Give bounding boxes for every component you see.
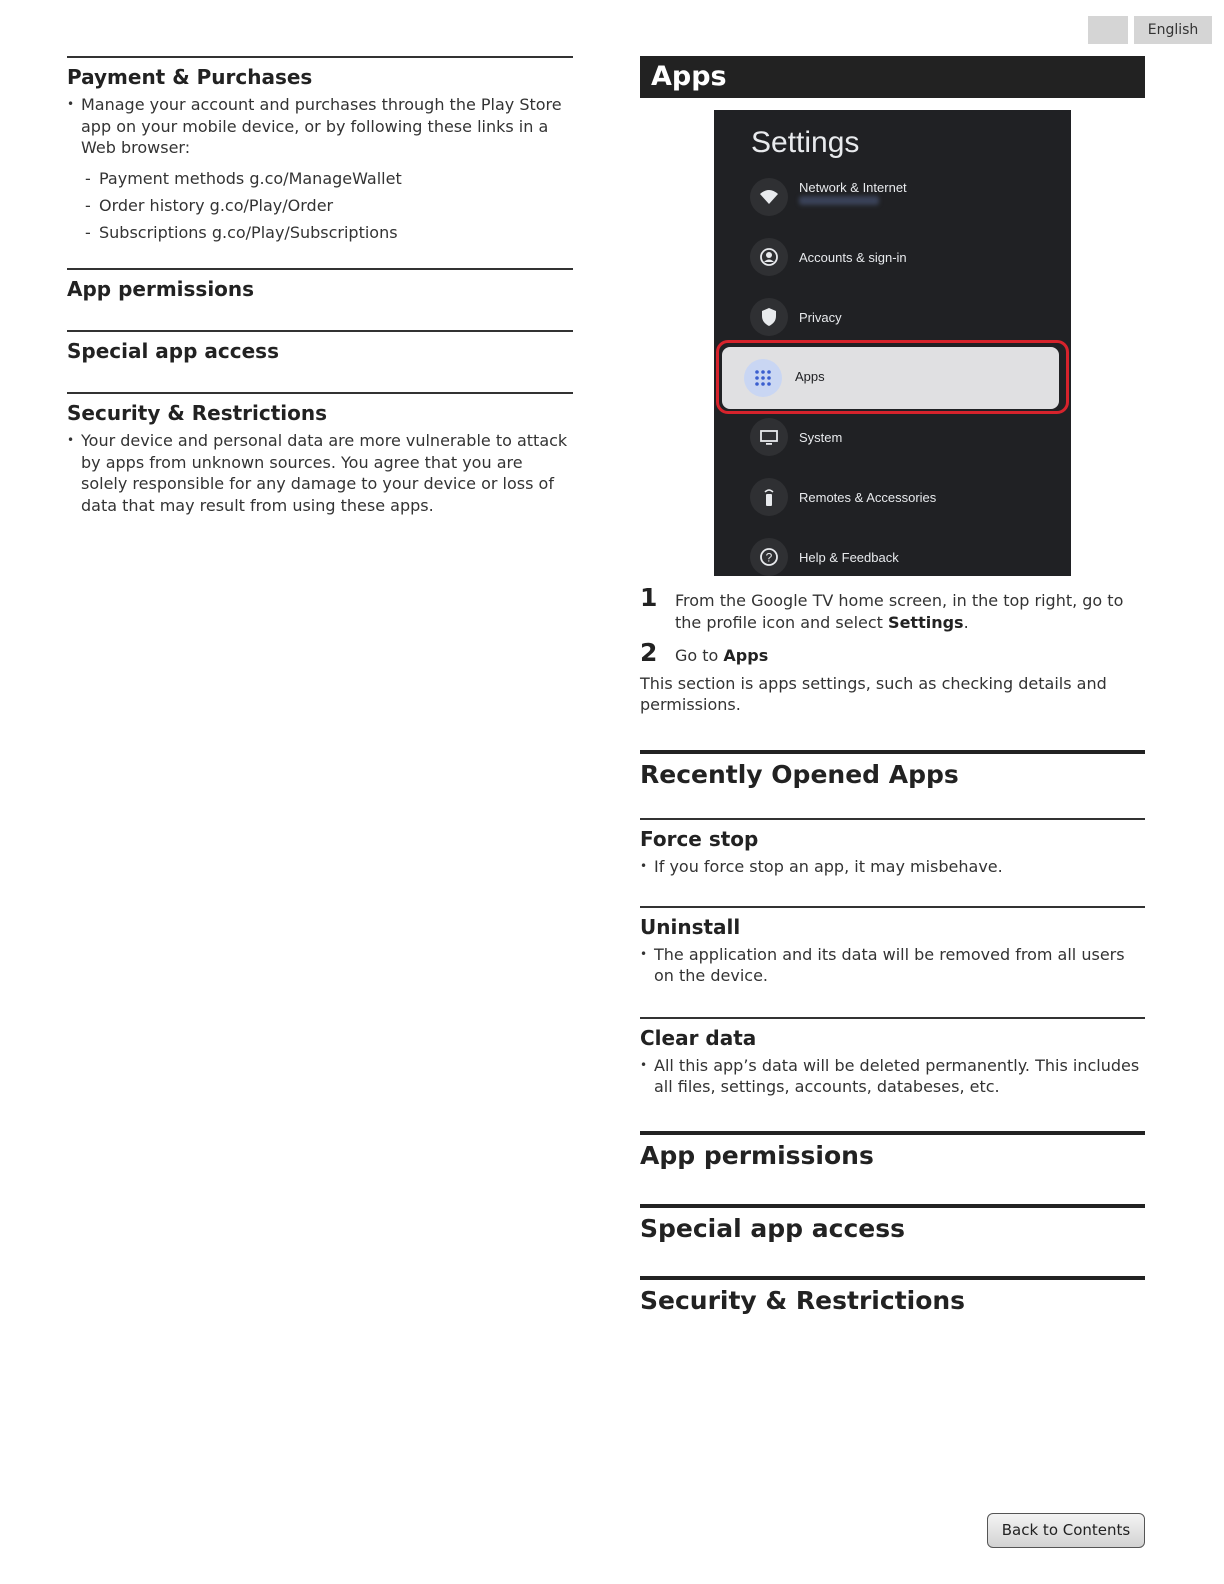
- app-permissions-right-heading: App permissions: [640, 1140, 874, 1170]
- steps-block: [640, 583, 1145, 1316]
- special-access-right-heading: Special app access: [640, 1213, 905, 1243]
- network-name-blurred: [799, 196, 879, 205]
- shield-icon: [750, 298, 788, 336]
- app-permissions-right-section: [640, 1131, 1145, 1204]
- tv-settings-screenshot: Settings Network & Internet Accounts & sign-in Privacy Apps System Remotes & Accessories ? Help & Feedback: [714, 110, 1071, 576]
- recent-apps-heading: Recently Opened Apps: [640, 759, 959, 789]
- recent-apps-section: [640, 750, 1145, 818]
- force-stop-heading: Force stop: [640, 826, 759, 851]
- tv-settings-title: Settings: [751, 126, 860, 159]
- remote-icon: [750, 478, 788, 516]
- svg-text:?: ?: [765, 550, 773, 565]
- payment-section: [67, 56, 573, 268]
- security-heading: Security & Restrictions: [67, 401, 328, 425]
- special-access-section: [67, 330, 573, 392]
- security-section: [67, 392, 573, 516]
- left-column: [67, 56, 573, 516]
- clear-data-section: [640, 1017, 1145, 1131]
- wifi-icon: [750, 178, 788, 216]
- page-tab-blank: [1088, 16, 1128, 44]
- force-stop-section: [640, 818, 1145, 906]
- help-icon: [750, 538, 788, 576]
- right-column: [640, 56, 1145, 98]
- tv-icon: [750, 418, 788, 456]
- security-right-heading: Security & Restrictions: [640, 1285, 966, 1315]
- back-to-contents-button[interactable]: Back to Contents: [987, 1513, 1145, 1548]
- step-2: 2 Go to Apps: [640, 638, 769, 667]
- apps-intro-text: This section is apps settings, such as checking details and permissions.: [640, 673, 1107, 714]
- clear-data-bullet: • All this app’s data will be deleted permanently. This includes all files, settings, accounts, databeses, etc.: [640, 1055, 1145, 1098]
- tv-item-apps-label: Apps: [795, 369, 825, 384]
- payment-link-subscriptions[interactable]: - Subscriptions g.co/Play/Subscriptions: [67, 219, 573, 246]
- force-stop-bullet: • If you force stop an app, it may misbehave.: [640, 856, 1145, 878]
- payment-bullet: • Manage your account and purchases through the Play Store app on your mobile device, or by following these links in a Web browser:: [67, 94, 573, 159]
- clear-data-heading: Clear data: [640, 1025, 757, 1050]
- payment-link-methods[interactable]: - Payment methods g.co/ManageWallet: [67, 165, 573, 192]
- step-1-number: 1: [640, 583, 658, 612]
- step-2-number: 2: [640, 638, 658, 667]
- selection-outline: [716, 340, 1069, 414]
- app-permissions-section: [67, 268, 573, 330]
- payment-heading: Payment & Purchases: [67, 65, 313, 89]
- step-1: 1 From the Google TV home screen, in the top right, go to the profile icon and select Settings.: [640, 583, 1124, 632]
- security-right-section: [640, 1276, 1145, 1316]
- account-icon: [750, 238, 788, 276]
- special-access-heading: Special app access: [67, 339, 279, 363]
- uninstall-section: [640, 906, 1145, 1017]
- special-access-right-section: [640, 1204, 1145, 1276]
- language-tab[interactable]: English: [1134, 16, 1212, 44]
- security-bullet: • Your device and personal data are more vulnerable to attack by apps from unknown sources. You agree that you are solely responsible for any damage to your device or loss of data that may result from using these apps.: [67, 430, 573, 516]
- payment-link-orders[interactable]: - Order history g.co/Play/Order: [67, 192, 573, 219]
- uninstall-heading: Uninstall: [640, 914, 741, 939]
- apps-title: Apps: [640, 56, 1145, 98]
- uninstall-bullet: • The application and its data will be removed from all users on the device.: [640, 944, 1145, 987]
- app-permissions-heading: App permissions: [67, 277, 255, 301]
